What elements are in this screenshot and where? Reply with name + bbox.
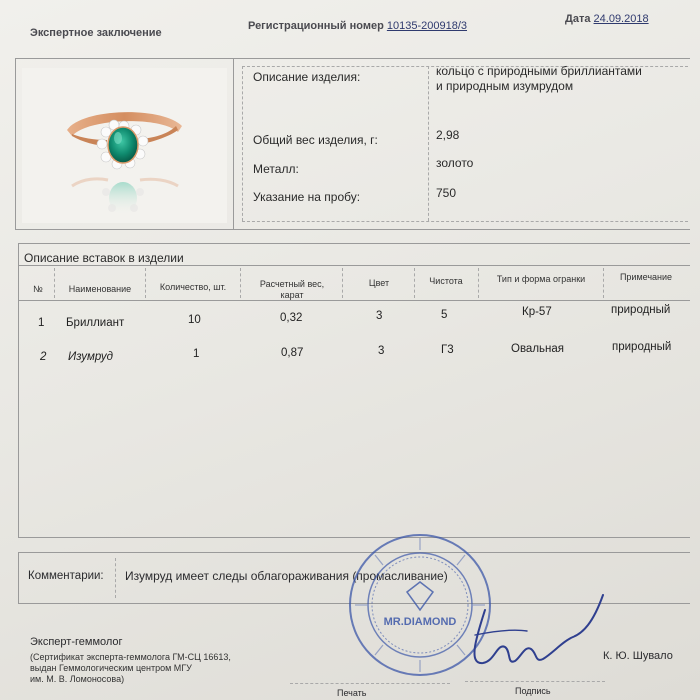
col-weight: Расчетный вес, карат <box>259 279 325 300</box>
hallmark-label: Указание на пробу: <box>253 190 361 204</box>
row1-number: 1 <box>38 317 45 329</box>
row1-weight: 0,32 <box>280 312 303 324</box>
photo-divider <box>233 58 234 230</box>
top-section-bottom <box>15 229 690 230</box>
row2-quantity: 1 <box>193 348 200 360</box>
description-label: Описание изделия: <box>253 70 361 84</box>
col-color: Цвет <box>368 278 390 288</box>
metal-value: золото <box>436 156 474 170</box>
weight-value: 2,98 <box>436 128 460 142</box>
row2-note: природный <box>612 341 672 353</box>
date-value: 24.09.2018 <box>593 13 649 25</box>
col-clarity: Чистота <box>429 276 463 286</box>
ring-photo <box>22 68 227 223</box>
registration-label: Регистрационный номер <box>248 20 384 32</box>
weight-label: Общий вес изделия, г: <box>253 133 378 147</box>
date-label: Дата <box>565 13 591 25</box>
row1-note: природный <box>611 304 671 316</box>
inserts-title: Описание вставок в изделии <box>24 251 184 265</box>
left-frame-line <box>15 58 16 230</box>
stamp-brand: MR.DIAMOND <box>383 616 457 628</box>
description-line-1: кольцо с природными бриллиантами <box>436 64 642 78</box>
row1-clarity: 5 <box>441 309 448 321</box>
row2-number: 2 <box>40 351 47 363</box>
registration-value: 10135-200918/3 <box>386 20 468 32</box>
col-quantity: Количество, шт. <box>159 282 227 292</box>
top-frame-line <box>15 58 690 59</box>
row2-color: 3 <box>378 345 385 357</box>
document-date <box>565 13 649 25</box>
col-note: Примечание <box>619 272 673 282</box>
row1-color: 3 <box>376 310 383 322</box>
row2-name: Изумруд <box>68 351 113 363</box>
col-cut: Тип и форма огранки <box>496 274 586 284</box>
expert-name: К. Ю. Шувало <box>603 650 673 662</box>
row2-cut: Овальная <box>511 343 564 355</box>
hallmark-value: 750 <box>436 186 457 200</box>
expert-certificate: (Сертификат эксперта-геммолога ГМ-СЦ 16613, выдан Геммологическим центром МГУ им. М. В. Ломоносова) <box>30 652 231 684</box>
registration-number <box>248 20 467 32</box>
signature-image <box>455 585 615 685</box>
row2-clarity: Г3 <box>441 344 454 356</box>
row1-name: Бриллиант <box>66 317 125 329</box>
ring-image <box>22 68 227 223</box>
col-number: № <box>33 284 43 294</box>
row1-cut: Кр-57 <box>522 306 552 318</box>
comments-label: Комментарии: <box>28 570 104 582</box>
description-value <box>436 64 642 94</box>
expert-title: Эксперт-геммолог <box>30 636 123 648</box>
metal-label: Металл: <box>253 162 299 176</box>
comments-text: Изумруд имеет следы облагораживания (промасливание) <box>125 569 448 583</box>
stamp-label: Печать <box>337 688 367 698</box>
row1-quantity: 10 <box>188 314 201 326</box>
signature-label: Подпись <box>515 686 551 696</box>
document-title: Экспертное заключение <box>30 27 162 39</box>
col-name: Наименование <box>68 284 132 294</box>
description-line-2: и природным изумрудом <box>436 79 574 93</box>
row2-weight: 0,87 <box>281 347 304 359</box>
